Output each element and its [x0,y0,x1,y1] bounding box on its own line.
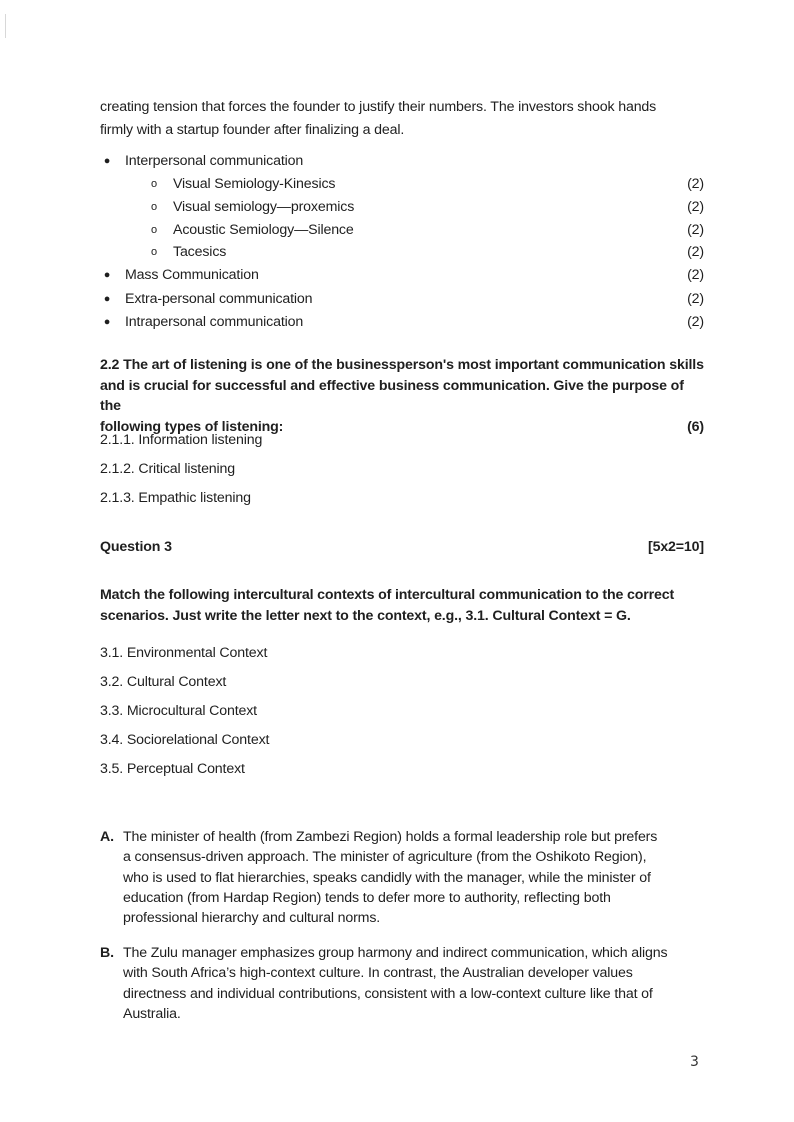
option-item [100,150,704,173]
scenario-a [100,827,704,928]
question-3-title: Question 3 [100,539,172,555]
context-item: 3.4. Sociorelational Context [100,732,270,748]
option-item [100,196,704,219]
bullet-icon: ● [103,293,111,305]
question-2-2 [100,355,704,437]
scenario-line: with South Africa’s high-context culture. In contrast, the Australian developer values [123,965,633,982]
margin-mark [5,14,6,38]
option-label: Intrapersonal communication [125,314,304,330]
intro-paragraph [100,96,704,142]
option-label: Extra-personal communication [125,291,313,307]
q22-marks: (6) [687,418,704,435]
option-marks: (2) [687,314,704,330]
scenario-line: a consensus-driven approach. The minister of agriculture (from the Oshikoto Region), [123,849,647,866]
context-item: 3.1. Environmental Context [100,645,268,661]
scenario-letter: B. [100,945,114,961]
page-number: 3 [690,1054,699,1070]
scenario-line: The minister of health (from Zambezi Region) holds a formal leadership role but prefers [123,829,658,845]
context-item: 3.2. Cultural Context [100,674,227,690]
scenario-line: education (from Hardap Region) tends to defer more to authority, reflecting both [123,889,611,906]
option-marks: (2) [687,222,704,238]
option-marks: (2) [687,199,704,215]
option-label: Mass Communication [125,267,259,283]
option-label: Interpersonal communication [125,153,304,169]
question-3-heading [100,537,704,557]
scenario-line: who is used to flat hierarchies, speaks candidly with the manager, while the minister of [123,869,651,886]
scenario-line: professional hierarchy and cultural norms. [123,910,381,927]
option-item [100,173,704,196]
option-item [100,219,704,242]
q3-instruction-line-1: Match the following intercultural contexts of intercultural communication to the correct [100,587,675,603]
option-marks: (2) [687,176,704,192]
scenario-line: The Zulu manager emphasizes group harmony and indirect communication, which aligns [123,945,668,961]
option-label: Tacesics [173,244,227,260]
option-label: Acoustic Semiology—Silence [173,222,354,238]
option-marks: (2) [687,244,704,260]
option-item [100,264,704,287]
sub-bullet-icon: o [151,246,157,258]
q3-instruction-line-2: scenarios. Just write the letter next to the context, e.g., 3.1. Cultural Context = G. [100,607,631,624]
scenario-letter: A. [100,829,114,845]
q22-line-2: and is crucial for successful and effective business communication. Give the purpose of the [100,377,684,414]
scenario-line: directness and individual contributions, consistent with a low-context culture like that of [123,985,653,1002]
intro-line-1: creating tension that forces the founder to justify their numbers. The investors shook hands [100,99,657,115]
scenario-text [123,943,704,1024]
option-item [100,241,704,264]
option-item [100,288,704,311]
listening-item: 2.1.1. Information listening [100,432,263,448]
scenario-b [100,943,704,1024]
scenario-line: Australia. [123,1005,181,1022]
intro-line-2: firmly with a startup founder after finalizing a deal. [100,122,405,138]
q22-line-1: 2.2 The art of listening is one of the businessperson's most important communication skills [100,357,704,373]
sub-bullet-icon: o [151,178,157,190]
option-label: Visual semiology—proxemics [173,199,355,215]
sub-bullet-icon: o [151,201,157,213]
bullet-icon: ● [103,316,111,328]
scenario-text [123,827,704,928]
option-marks: (2) [687,267,704,283]
listening-item: 2.1.2. Critical listening [100,461,236,477]
sub-bullet-icon: o [151,224,157,236]
bullet-icon: ● [103,155,111,167]
option-item [100,311,704,334]
context-item: 3.5. Perceptual Context [100,761,245,777]
question-3-instruction [100,585,704,626]
bullet-icon: ● [103,269,111,281]
option-label: Visual Semiology-Kinesics [173,176,336,192]
option-marks: (2) [687,291,704,307]
listening-item: 2.1.3. Empathic listening [100,490,251,506]
q22-line-3-text: following types of listening: [100,418,284,435]
context-item: 3.3. Microcultural Context [100,703,257,719]
question-3-marks: [5x2=10] [648,539,704,555]
